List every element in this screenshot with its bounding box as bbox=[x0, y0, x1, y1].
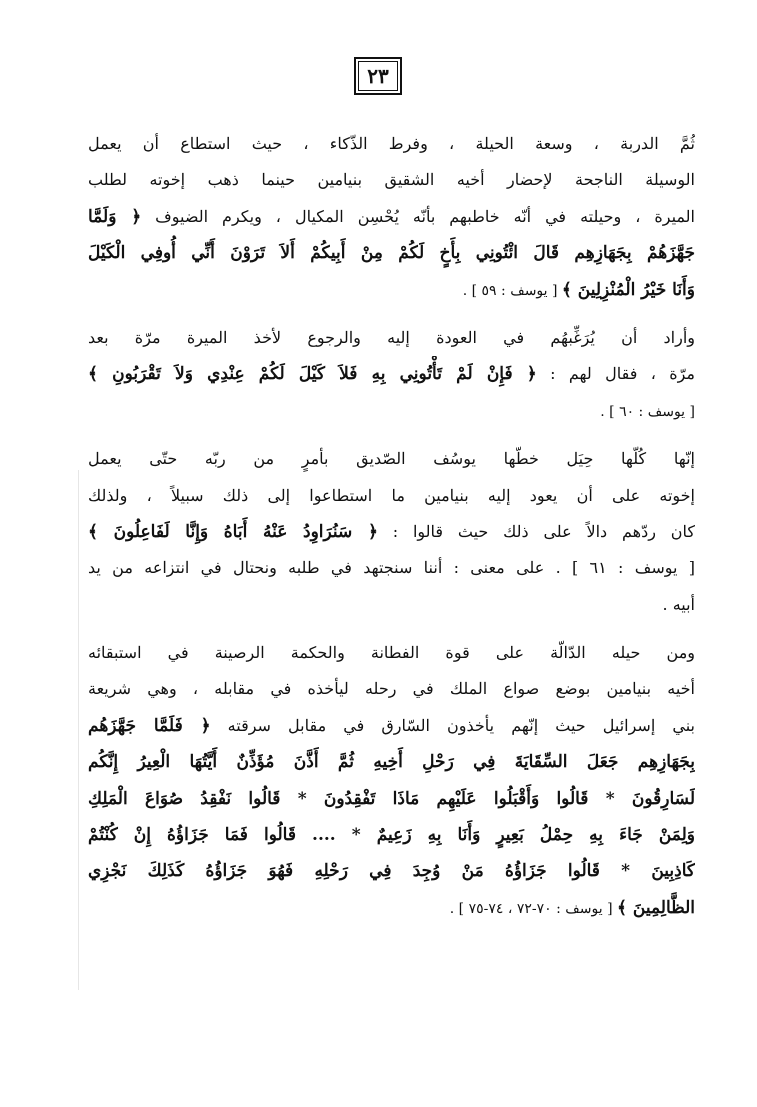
text-line bbox=[88, 393, 695, 429]
body-text bbox=[88, 126, 695, 926]
text-line bbox=[88, 478, 695, 514]
body-text-segment: مرّة ، فقال لهم : bbox=[536, 364, 695, 384]
body-text-segment: [ يوسف : ٦١ ] . على معنى : أننا سنجتهد في طلبه ونحتال في انتزاعه من يد bbox=[88, 558, 695, 578]
text-line bbox=[88, 817, 695, 853]
text-line bbox=[88, 635, 695, 671]
body-text-segment: الميرة ، وحيلته في أنّه خاطبهم بأنّه يُحْسِن المكيال ، ويكرم الضيوف bbox=[141, 206, 695, 226]
quran-verse: ﴿ سَنُرَاوِدُ عَنْهُ أَبَاهُ وَإِنَّا لَفَاعِلُونَ ﴾ bbox=[88, 521, 378, 542]
text-line bbox=[88, 853, 695, 889]
body-text-segment: كان ردّهم دالاً على ذلك حيث قالوا : bbox=[377, 521, 695, 541]
quran-verse: ﴿ فَلَمَّا جَهَّزَهُم bbox=[88, 715, 211, 736]
body-text-segment: إخوته على أن يعود إليه بنيامين ما استطاعوا إلى ذلك سبيلاً ، ولذلك bbox=[88, 485, 695, 505]
text-line bbox=[88, 671, 695, 707]
paragraph-gap bbox=[88, 429, 695, 441]
quran-verse: جَهَّزَهُمْ بِجَهَازِهِم قَالَ ائْتُونِي بِأَخٍ لَكُمْ مِنْ أَبِيكُمْ أَلاَ تَرَوْنَ أَنِّي أُوفِي الْكَيْلَ bbox=[88, 243, 695, 264]
paragraph-gap bbox=[88, 623, 695, 635]
quran-verse: كَاذِبِينَ * قَالُوا جَزَاؤُهُ مَنْ وُجِدَ فِي رَحْلِهِ فَهُوَ جَزَاؤُهُ كَذَلِكَ نَجْزِي bbox=[88, 861, 695, 882]
text-line bbox=[88, 126, 695, 162]
quran-verse: ﴿ فَإِنْ لَمْ تَأْتُونِي بِهِ فَلاَ كَيْلَ لَكُمْ عِنْدِي وَلاَ تَقْرَبُونِ ﴾ bbox=[88, 364, 537, 385]
body-text-segment: أخيه بنيامين بوضع صواع الملك في رحله ليأخذه في مقابله ، وهي شريعة bbox=[88, 679, 695, 699]
quran-verse: الظَّالِمِينَ ﴾ bbox=[617, 897, 695, 918]
verse-reference: [ يوسف : ٧٠-٧٢ ، ٧٤-٧٥ ] . bbox=[449, 900, 617, 917]
text-line bbox=[88, 441, 695, 477]
text-line bbox=[88, 235, 695, 271]
text-line bbox=[88, 320, 695, 356]
body-text-segment: أبيه . bbox=[662, 594, 695, 614]
body-text-segment: إنّها كُلّها حِيَل خطّها يوسُف الصّديق بأمرٍ من ربّه حتّى يعمل bbox=[88, 449, 695, 469]
body-text-segment: وأراد أن يُرَغِّبهُم في العودة إليه والرجوع لأخذ الميرة مرّة بعد bbox=[88, 327, 695, 347]
quran-verse: وَأَنَا خَيْرُ الْمُنْزِلِينَ ﴾ bbox=[561, 279, 695, 300]
text-line bbox=[88, 514, 695, 550]
verse-reference: [ يوسف : ٦٠ ] . bbox=[600, 403, 695, 420]
verse-reference: [ يوسف : ٥٩ ] . bbox=[462, 282, 562, 299]
quran-verse: بِجَهَازِهِم جَعَلَ السِّقَايَةَ فِي رَحْلِ أَخِيهِ ثُمَّ أَذَّنَ مُؤَذِّنٌ أَيَّتُهَا الْعِيرُ إِنَّكُم bbox=[88, 752, 695, 773]
body-text-segment: بني إسرائيل حيث إنّهم يأخذون السّارق في مقابل سرقته bbox=[210, 715, 695, 735]
scan-margin-line bbox=[78, 470, 79, 990]
page-number: ٢٣ bbox=[354, 57, 402, 95]
body-text-segment: ثُمَّ الدربة ، وسعة الحيلة ، وفرط الذّكاء ، حيث استطاع أن يعمل bbox=[88, 134, 695, 153]
quran-verse: لَسَارِقُونَ * قَالُوا وَأَقْبَلُوا عَلَيْهِم مَاذَا تَفْقِدُونَ * قَالُوا نَفْقِدُ صُوَاعَ الْمَلِكِ bbox=[88, 788, 695, 809]
body-text-segment: الوسيلة الناجحة لإحضار أخيه الشقيق بنيامين حينما ذهب إخوته لطلب bbox=[88, 170, 695, 190]
text-line bbox=[88, 356, 695, 392]
paragraph-gap bbox=[88, 308, 695, 320]
text-line bbox=[88, 708, 695, 744]
body-text-segment: ومن حيله الدّالّة على قوة الفطانة والحكمة الرصينة في استبقائه bbox=[88, 643, 695, 663]
text-line bbox=[88, 272, 695, 308]
text-line bbox=[88, 550, 695, 586]
quran-verse: وَلِمَنْ جَاءَ بِهِ حِمْلُ بَعِيرٍ وَأَنَا بِهِ زَعِيمٌ * .... قَالُوا فَمَا جَزَاؤُهُ إِنْ كُنْتُمْ bbox=[88, 825, 695, 846]
text-line bbox=[88, 890, 695, 926]
text-line bbox=[88, 162, 695, 198]
text-line bbox=[88, 587, 695, 623]
quran-verse: ﴿ وَلَمَّا bbox=[88, 206, 142, 227]
text-line bbox=[88, 199, 695, 235]
text-line bbox=[88, 744, 695, 780]
text-line bbox=[88, 781, 695, 817]
